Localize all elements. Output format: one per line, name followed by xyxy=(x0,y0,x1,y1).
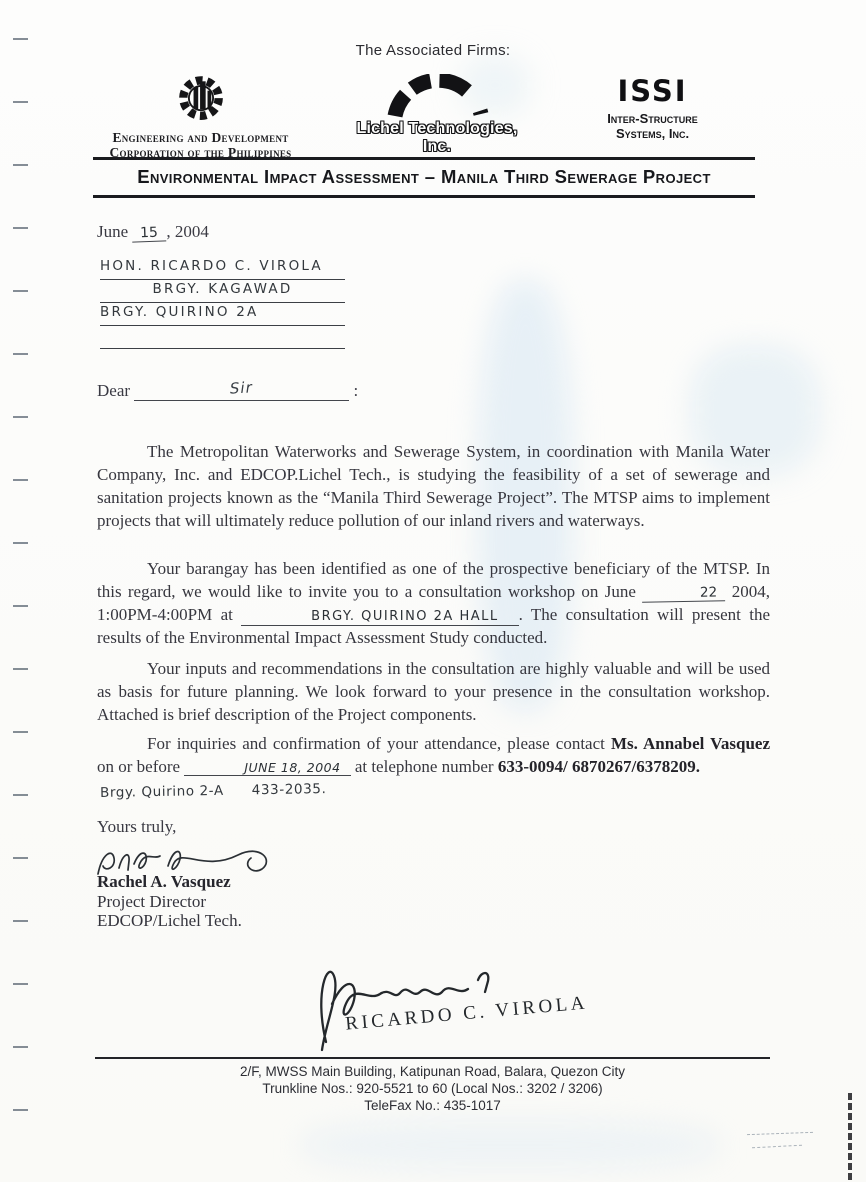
paragraph-4-text-a: For inquiries and confirmation of your attendance, please contact xyxy=(147,734,605,753)
date-day-handwritten: 15 xyxy=(132,225,167,242)
scan-edge-marks xyxy=(13,38,28,1143)
rsvp-date-handwritten: JUNE 18, 2004 xyxy=(184,761,350,776)
date-suffix: , 2004 xyxy=(166,222,209,241)
annotation-barangay: Brgy. Quirino 2-A xyxy=(99,782,224,801)
annotation-phone: 433-2035. xyxy=(251,781,327,799)
contact-person: Ms. Annabel Vasquez xyxy=(610,734,770,753)
firm-issi xyxy=(575,76,730,141)
recipient-line-blank xyxy=(100,327,345,349)
firm-edcop xyxy=(98,72,303,160)
lichel-arc-logo-icon xyxy=(348,74,526,118)
recipient-line-2: BRGY. KAGAWAD xyxy=(100,281,345,303)
sender-block xyxy=(97,872,242,931)
paragraph-2-text-c: . The consultation will present the results of the Environmental Impact Assessment Study conducted. xyxy=(97,605,770,647)
sender-org: EDCOP/Lichel Tech. xyxy=(97,911,242,930)
footer xyxy=(95,1063,770,1114)
issi-name-line2: Systems, Inc. xyxy=(615,126,690,141)
paragraph-4-text-b: on or before xyxy=(97,757,181,776)
paragraph-4 xyxy=(97,732,770,778)
recipient-signature-name: RICARDO C. VIROLA xyxy=(344,992,589,1035)
handwritten-annotation xyxy=(100,781,327,801)
salutation-underline xyxy=(134,380,349,401)
salutation xyxy=(97,380,358,401)
recipient-line-1: HON. RICARDO C. VIROLA xyxy=(100,258,345,280)
banner xyxy=(93,157,755,198)
footer-address: 2/F, MWSS Main Building, Katipunan Road, Balara, Quezon City xyxy=(240,1064,625,1079)
sender-title: Project Director xyxy=(97,891,207,911)
scan-right-edge-streak xyxy=(848,1093,852,1181)
contact-phones: 633-0094/ 6870267/6378209. xyxy=(497,757,700,776)
footer-telefax: TeleFax No.: 435-1017 xyxy=(364,1098,501,1113)
footer-divider xyxy=(95,1057,770,1059)
paragraph-2-text-b: 2004, 1:00PM-4:00PM at xyxy=(97,582,771,624)
edcop-name-line2: Corporation of the Philippines xyxy=(109,145,292,160)
salutation-name-handwritten: Sir xyxy=(229,378,254,398)
sender-name: Rachel A. Vasquez xyxy=(97,872,231,891)
date-prefix: June xyxy=(97,222,129,241)
paragraph-1 xyxy=(97,440,770,532)
scan-smudge xyxy=(747,1132,813,1135)
workshop-day-handwritten: 22 xyxy=(642,585,725,603)
scan-smudge xyxy=(752,1145,802,1149)
date-line xyxy=(97,222,209,242)
firm-lichel xyxy=(348,74,526,156)
recipient-line-3: BRGY. QUIRINO 2A xyxy=(100,304,345,326)
paragraph-4-text-c: at telephone number xyxy=(354,757,494,776)
lichel-name: Lichel Technologies, Inc. xyxy=(356,120,518,155)
paragraph-2 xyxy=(97,557,770,649)
issi-abbr: ISSI xyxy=(617,74,688,108)
scan-tint xyxy=(300,1120,720,1170)
paragraph-1-text: The Metropolitan Waterworks and Sewerage System, in coordination with Manila Water Company, Inc. and EDCOP.Lichel Tech., is studying the feasibility of a set of sewerage and sanitation projects known as the “Manila Third Sewerage Project”. The MTSP aims to implement projects that will ultimately reduce pollution of our inland rivers and waterways. xyxy=(97,442,770,530)
edcop-name-line1: Engineering and Development xyxy=(112,130,289,145)
workshop-venue-handwritten: BRGY. QUIRINO 2A HALL xyxy=(241,610,518,626)
paragraph-3 xyxy=(97,657,770,726)
banner-title: Environmental Impact Assessment – Manila Third Sewerage Project xyxy=(137,166,711,187)
issi-name-line1: Inter-Structure xyxy=(607,111,698,126)
recipient-address-block xyxy=(100,258,345,349)
salutation-prefix: Dear xyxy=(97,381,131,400)
edcop-gear-logo-icon xyxy=(98,72,303,126)
paragraph-3-text: Your inputs and recommendations in the consultation are highly valuable and will be used as basis for future planning. We look forward to your presence in the consultation workshop. Attached is brief description of the Project components. xyxy=(97,659,770,724)
footer-trunkline: Trunkline Nos.: 920-5521 to 60 (Local Nos.: 3202 / 3206) xyxy=(262,1081,603,1096)
salutation-colon: : xyxy=(353,381,359,400)
associated-firms-label: The Associated Firms: xyxy=(355,42,511,59)
paragraph-2-text-a: Your barangay has been identified as one of the prospective beneficiary of the MTSP. In this regard, we would like to invite you to a consultation workshop on June xyxy=(97,559,770,601)
closing: Yours truly, xyxy=(97,817,177,836)
